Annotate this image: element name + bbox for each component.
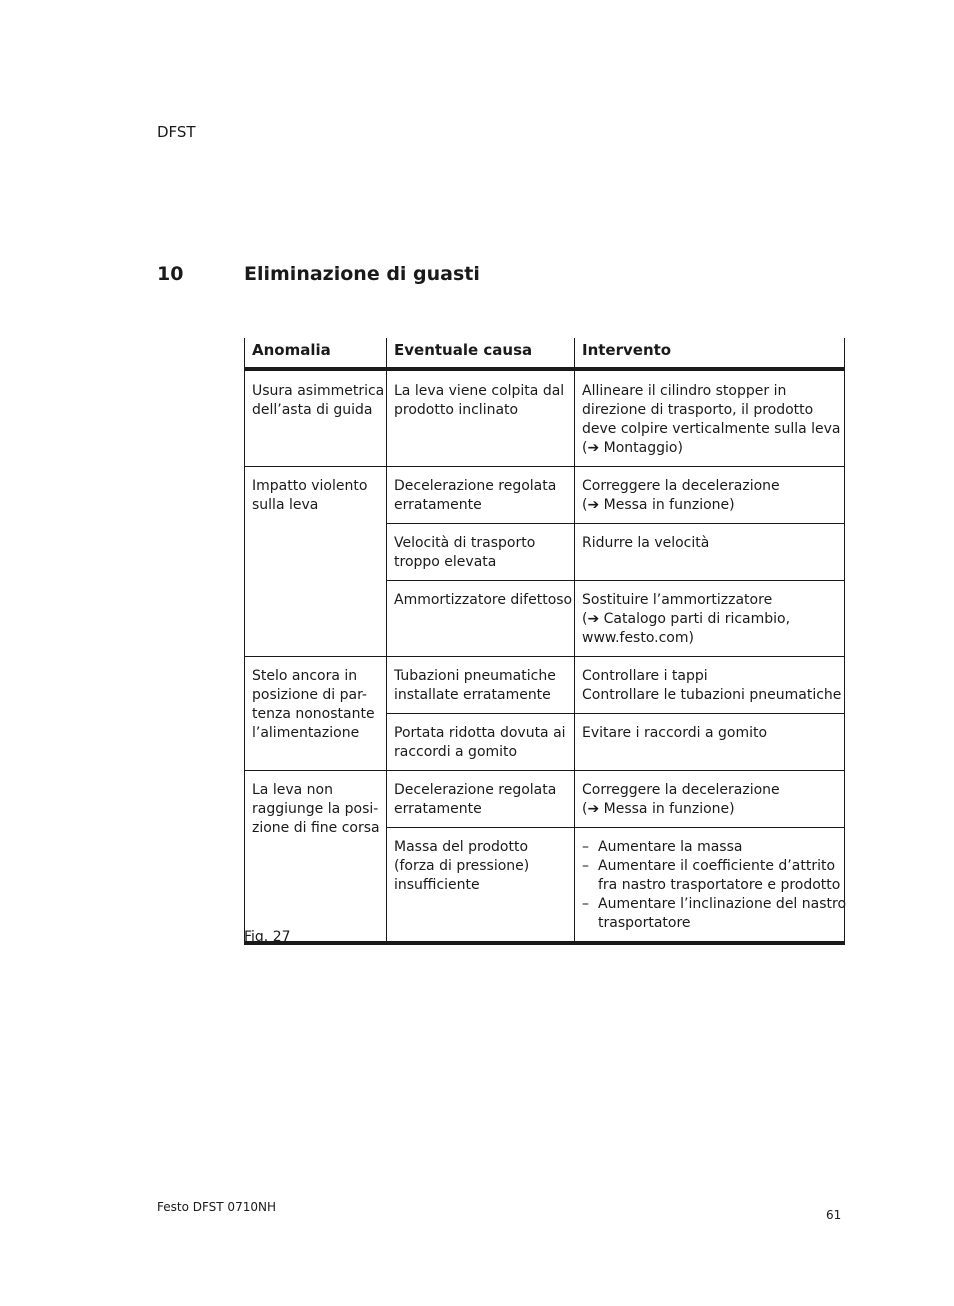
cell-line: direzione di trasporto, il prodotto bbox=[582, 402, 814, 418]
cell-line: l’alimentazione bbox=[252, 725, 360, 741]
cell-line: – Aumentare il coefficiente d’attrito bbox=[598, 858, 836, 874]
cell-line: (forza di pressione) bbox=[394, 858, 530, 874]
cell-line: trasportatore bbox=[598, 915, 691, 931]
cross-reference: (➔ Messa in funzione) bbox=[582, 497, 735, 513]
reference-text: Messa in funzione bbox=[603, 497, 730, 513]
chapter-title: Eliminazione di guasti bbox=[244, 263, 480, 285]
arrow-right-icon: ➔ bbox=[587, 497, 600, 513]
chapter-number: 10 bbox=[157, 263, 184, 285]
column-header-anomalia: Anomalia bbox=[245, 338, 387, 369]
cell-line: raccordi a gomito bbox=[394, 744, 518, 760]
cell-line: Ridurre la velocità bbox=[582, 535, 710, 551]
cell-line: dell’asta di guida bbox=[252, 402, 373, 418]
cell-line: Evitare i raccordi a gomito bbox=[582, 725, 768, 741]
column-header-intervento: Intervento bbox=[575, 338, 845, 369]
arrow-right-icon: ➔ bbox=[587, 801, 600, 817]
cell-line: insufficiente bbox=[394, 877, 480, 893]
cell-line: Correggere la decelerazione bbox=[582, 782, 780, 798]
reference-text: Montaggio bbox=[603, 440, 678, 456]
intervento-cell bbox=[575, 467, 845, 524]
cell-line: raggiunge la posi- bbox=[252, 801, 379, 817]
reference-text: Messa in funzione bbox=[603, 801, 730, 817]
cell-line: Impatto violento bbox=[252, 478, 368, 494]
causa-cell bbox=[387, 828, 575, 944]
cell-line: www.festo.com) bbox=[582, 630, 694, 646]
intervento-cell bbox=[575, 714, 845, 771]
intervento-cell bbox=[575, 657, 845, 714]
cell-line: Velocità di trasporto bbox=[394, 535, 536, 551]
cell-line: posizione di par- bbox=[252, 687, 367, 703]
intervento-cell bbox=[575, 828, 845, 944]
figure-caption: Fig. 27 bbox=[244, 929, 291, 945]
cell-line: Stelo ancora in bbox=[252, 668, 358, 684]
cell-line: Tubazioni pneumatiche bbox=[394, 668, 556, 684]
intervento-cell bbox=[575, 771, 845, 828]
anomalia-cell bbox=[245, 771, 387, 944]
cell-line: Sostituire l’ammortizzatore bbox=[582, 592, 773, 608]
action-list bbox=[582, 838, 847, 933]
cell-line: zione di fine corsa bbox=[252, 820, 380, 836]
cell-line: Usura asimmetrica bbox=[252, 383, 385, 399]
causa-cell bbox=[387, 657, 575, 714]
cell-line: Ammortizzatore difettoso bbox=[394, 592, 573, 608]
causa-cell bbox=[387, 771, 575, 828]
arrow-right-icon: ➔ bbox=[587, 611, 600, 627]
causa-cell bbox=[387, 524, 575, 581]
cell-line: La leva viene colpita dal bbox=[394, 383, 565, 399]
footer-document-id: Festo DFST 0710NH bbox=[157, 1200, 276, 1214]
causa-cell bbox=[387, 581, 575, 657]
table-header-row bbox=[245, 338, 845, 369]
table-row bbox=[245, 369, 845, 467]
cell-line: La leva non bbox=[252, 782, 333, 798]
cell-line: Decelerazione regolata bbox=[394, 478, 557, 494]
cell-line: erratamente bbox=[394, 801, 482, 817]
cell-line: sulla leva bbox=[252, 497, 319, 513]
cell-line: Correggere la decelerazione bbox=[582, 478, 780, 494]
table-row bbox=[245, 771, 845, 828]
cell-line: Decelerazione regolata bbox=[394, 782, 557, 798]
intervento-cell bbox=[575, 524, 845, 581]
list-item bbox=[582, 857, 840, 895]
causa-cell bbox=[387, 369, 575, 467]
anomalia-cell bbox=[245, 467, 387, 657]
cell-line: Controllare le tubazioni pneumatiche bbox=[582, 687, 842, 703]
cell-line: Massa del prodotto bbox=[394, 839, 529, 855]
table-row bbox=[245, 467, 845, 524]
cell-line: tenza nonostante bbox=[252, 706, 375, 722]
cell-line: – Aumentare l’inclinazione del nastro bbox=[598, 896, 847, 912]
table-row bbox=[245, 657, 845, 714]
column-header-causa: Eventuale causa bbox=[387, 338, 575, 369]
cell-line: troppo elevata bbox=[394, 554, 497, 570]
cell-line: deve colpire verticalmente sulla leva bbox=[582, 421, 841, 437]
intervento-cell bbox=[575, 369, 845, 467]
causa-cell bbox=[387, 714, 575, 771]
list-item bbox=[582, 895, 847, 933]
troubleshooting-table bbox=[244, 338, 845, 945]
page-number: 61 bbox=[826, 1208, 842, 1222]
cell-line: erratamente bbox=[394, 497, 482, 513]
cell-line: fra nastro trasportatore e prodotto bbox=[598, 877, 841, 893]
reference-text: Catalogo parti di ricambio, bbox=[603, 611, 791, 627]
cross-reference: (➔ Messa in funzione) bbox=[582, 801, 735, 817]
cell-line: prodotto inclinato bbox=[394, 402, 519, 418]
intervento-cell bbox=[575, 581, 845, 657]
arrow-right-icon: ➔ bbox=[587, 440, 600, 456]
cross-reference: (➔ Catalogo parti di ricambio, bbox=[582, 611, 791, 627]
cell-line: – Aumentare la massa bbox=[598, 839, 743, 855]
cell-line: Portata ridotta dovuta ai bbox=[394, 725, 566, 741]
cross-reference: (➔ Montaggio) bbox=[582, 440, 683, 456]
cell-line: Controllare i tappi bbox=[582, 668, 708, 684]
anomalia-cell bbox=[245, 369, 387, 467]
list-item bbox=[582, 838, 840, 857]
cell-line: installate erratamente bbox=[394, 687, 551, 703]
cell-line: Allineare il cilindro stopper in bbox=[582, 383, 787, 399]
anomalia-cell bbox=[245, 657, 387, 771]
running-header: DFST bbox=[157, 123, 196, 141]
causa-cell bbox=[387, 467, 575, 524]
